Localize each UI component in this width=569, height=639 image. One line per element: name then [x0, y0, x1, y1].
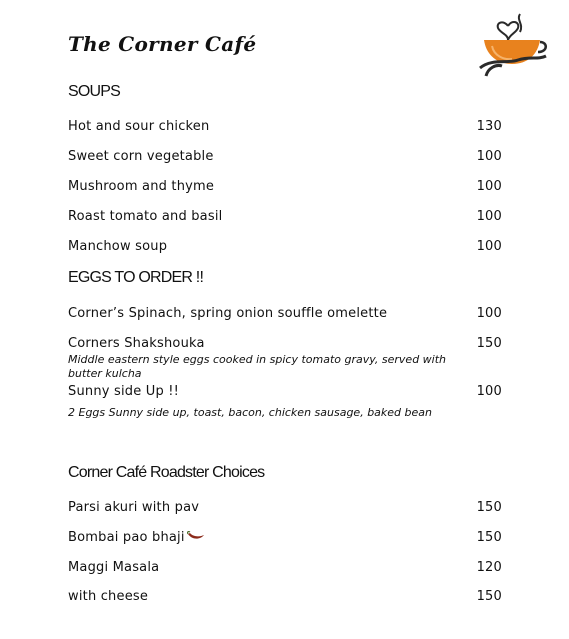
menu-item-description: Middle eastern style eggs cooked in spicy tomato gravy, served with butter kulcha: [68, 353, 447, 380]
menu-item-price: 100: [476, 384, 502, 399]
menu-item-name: Sunny side Up !!: [68, 384, 180, 399]
menu-item-name: Corners Shakshouka: [68, 336, 205, 351]
section-heading: EGGS TO ORDER !!: [68, 269, 204, 286]
menu-item-price: 100: [476, 306, 502, 321]
cafe-title: The Corner Café: [68, 32, 257, 56]
menu-item-name: Roast tomato and basil: [68, 209, 223, 224]
section-heading: Corner Café Roadster Choices: [68, 464, 265, 481]
menu-item-name: Hot and sour chicken: [68, 119, 210, 134]
menu-item-name: Sweet corn vegetable: [68, 149, 214, 164]
menu-item-name: Parsi akuri with pav: [68, 500, 200, 515]
menu-item-price: 150: [476, 336, 502, 351]
menu-item-name: Bombai pao bhaji: [68, 530, 185, 545]
menu-item-price: 150: [476, 589, 502, 604]
menu-item-price: 150: [476, 530, 502, 545]
menu-item-name: Maggi Masala: [68, 560, 160, 575]
menu-item-price: 100: [476, 149, 502, 164]
cafe-cup-logo-icon: [478, 6, 550, 78]
menu-item-name: Corner’s Spinach, spring onion souffle omelette: [68, 306, 388, 321]
chili-icon: [187, 531, 205, 541]
menu-item-price: 100: [476, 209, 502, 224]
menu-item-price: 120: [476, 560, 502, 575]
menu-item-price: 100: [476, 239, 502, 254]
menu-item-price: 100: [476, 179, 502, 194]
menu-item-price: 150: [476, 500, 502, 515]
menu-item-name: Manchow soup: [68, 239, 168, 254]
section-heading: SOUPS: [68, 83, 121, 100]
menu-item-name: Mushroom and thyme: [68, 179, 215, 194]
menu-item-description: 2 Eggs Sunny side up, toast, bacon, chicken sausage, baked bean: [68, 406, 432, 419]
menu-item-price: 130: [476, 119, 502, 134]
menu-item-name: with cheese: [68, 589, 149, 604]
